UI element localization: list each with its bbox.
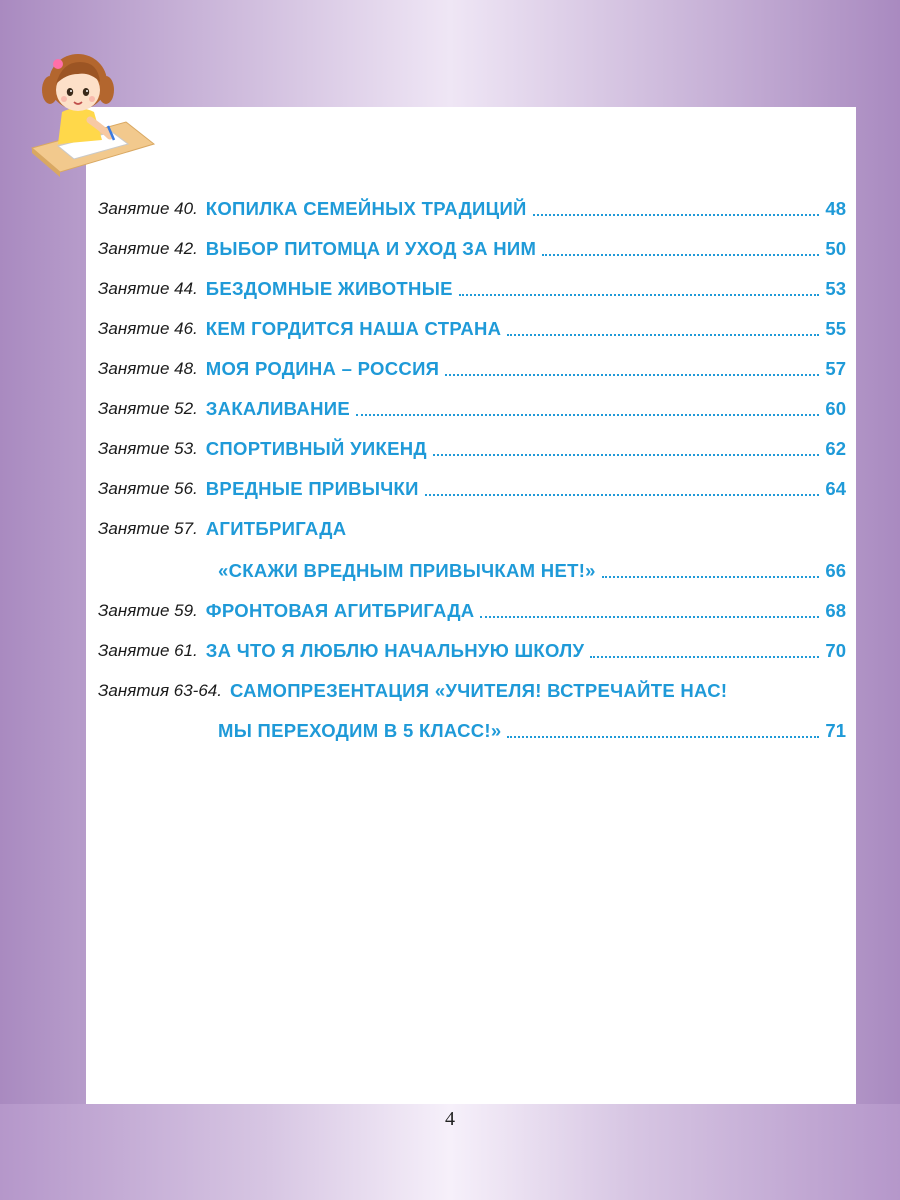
toc-title: КОПИЛКА СЕМЕЙНЫХ ТРАДИЦИЙ — [205, 198, 527, 219]
toc-lesson-number: Занятие 42. — [98, 239, 198, 258]
toc-page-number: 64 — [825, 478, 846, 499]
toc-page-number: 55 — [825, 318, 846, 339]
toc-leader-dots — [602, 576, 820, 578]
toc-title: САМОПРЕЗЕНТАЦИЯ «УЧИТЕЛЯ! ВСТРЕЧАЙТЕ НАС! — [229, 680, 728, 701]
toc-title: СПОРТИВНЫЙ УИКЕНД — [205, 438, 427, 459]
toc-title: БЕЗДОМНЫЕ ЖИВОТНЫЕ — [205, 278, 453, 299]
toc-page-number: 70 — [825, 640, 846, 661]
toc-page-number: 60 — [825, 398, 846, 419]
toc-leader-dots — [533, 214, 820, 216]
toc-page-number: 68 — [825, 600, 846, 621]
toc-entry[interactable] — [98, 392, 846, 426]
toc-page-number: 66 — [825, 560, 846, 581]
toc-entry[interactable] — [98, 352, 846, 386]
toc-entry[interactable] — [98, 312, 846, 346]
toc-entry-continuation[interactable] — [218, 714, 846, 748]
toc-lesson-number: Занятие 44. — [98, 279, 198, 298]
toc-leader-dots — [590, 656, 819, 658]
toc-title: ЗА ЧТО Я ЛЮБЛЮ НАЧАЛЬНУЮ ШКОЛУ — [205, 640, 585, 661]
toc-lesson-number: Занятия 63-64. — [98, 681, 222, 700]
toc-lesson-number: Занятие 61. — [98, 641, 198, 660]
toc-title-continuation: МЫ ПЕРЕХОДИМ В 5 КЛАСС!» — [218, 720, 502, 741]
toc-entry[interactable] — [98, 674, 846, 708]
toc-leader-dots — [507, 334, 819, 336]
toc-entry[interactable] — [98, 272, 846, 306]
toc-title: ФРОНТОВАЯ АГИТБРИГАДА — [205, 600, 475, 621]
toc-lesson-number: Занятие 56. — [98, 479, 198, 498]
toc-title: ЗАКАЛИВАНИЕ — [205, 398, 350, 419]
toc-entry[interactable] — [98, 192, 846, 226]
toc-title: ВЫБОР ПИТОМЦА И УХОД ЗА НИМ — [205, 238, 537, 259]
toc-title: МОЯ РОДИНА – РОССИЯ — [205, 358, 440, 379]
toc-page-number: 50 — [825, 238, 846, 259]
toc-lesson-number: Занятие 48. — [98, 359, 198, 378]
toc-page-number: 57 — [825, 358, 846, 379]
toc-leader-dots — [433, 454, 820, 456]
toc-leader-dots — [507, 736, 819, 738]
toc-lesson-number: Занятие 52. — [98, 399, 198, 418]
toc-lesson-number: Занятие 46. — [98, 319, 198, 338]
toc-entry-continuation[interactable] — [218, 554, 846, 588]
toc-title-continuation: «СКАЖИ ВРЕДНЫМ ПРИВЫЧКАМ НЕТ!» — [218, 560, 596, 581]
toc-leader-dots — [425, 494, 820, 496]
toc-leader-dots — [542, 254, 819, 256]
page-number: 4 — [445, 1108, 455, 1130]
toc-entry[interactable] — [98, 232, 846, 266]
toc-entry[interactable] — [98, 594, 846, 628]
toc-title: АГИТБРИГАДА — [205, 518, 347, 539]
toc-page-number: 53 — [825, 278, 846, 299]
toc-page-number: 71 — [825, 720, 846, 741]
toc-title: ВРЕДНЫЕ ПРИВЫЧКИ — [205, 478, 419, 499]
toc-leader-dots — [445, 374, 819, 376]
toc-title: КЕМ ГОРДИТСЯ НАША СТРАНА — [205, 318, 502, 339]
toc-leader-dots — [356, 414, 819, 416]
toc-entry[interactable] — [98, 472, 846, 506]
toc-lesson-number: Занятие 40. — [98, 199, 198, 218]
toc-lesson-number: Занятие 53. — [98, 439, 198, 458]
toc-page-number: 62 — [825, 438, 846, 459]
toc-leader-dots — [459, 294, 820, 296]
toc-page-number: 48 — [825, 198, 846, 219]
toc-entry[interactable] — [98, 432, 846, 466]
toc-lesson-number: Занятие 59. — [98, 601, 198, 620]
toc-entry[interactable] — [98, 634, 846, 668]
toc-leader-dots — [480, 616, 819, 618]
toc-entry[interactable] — [98, 512, 846, 546]
toc-lesson-number: Занятие 57. — [98, 519, 198, 538]
